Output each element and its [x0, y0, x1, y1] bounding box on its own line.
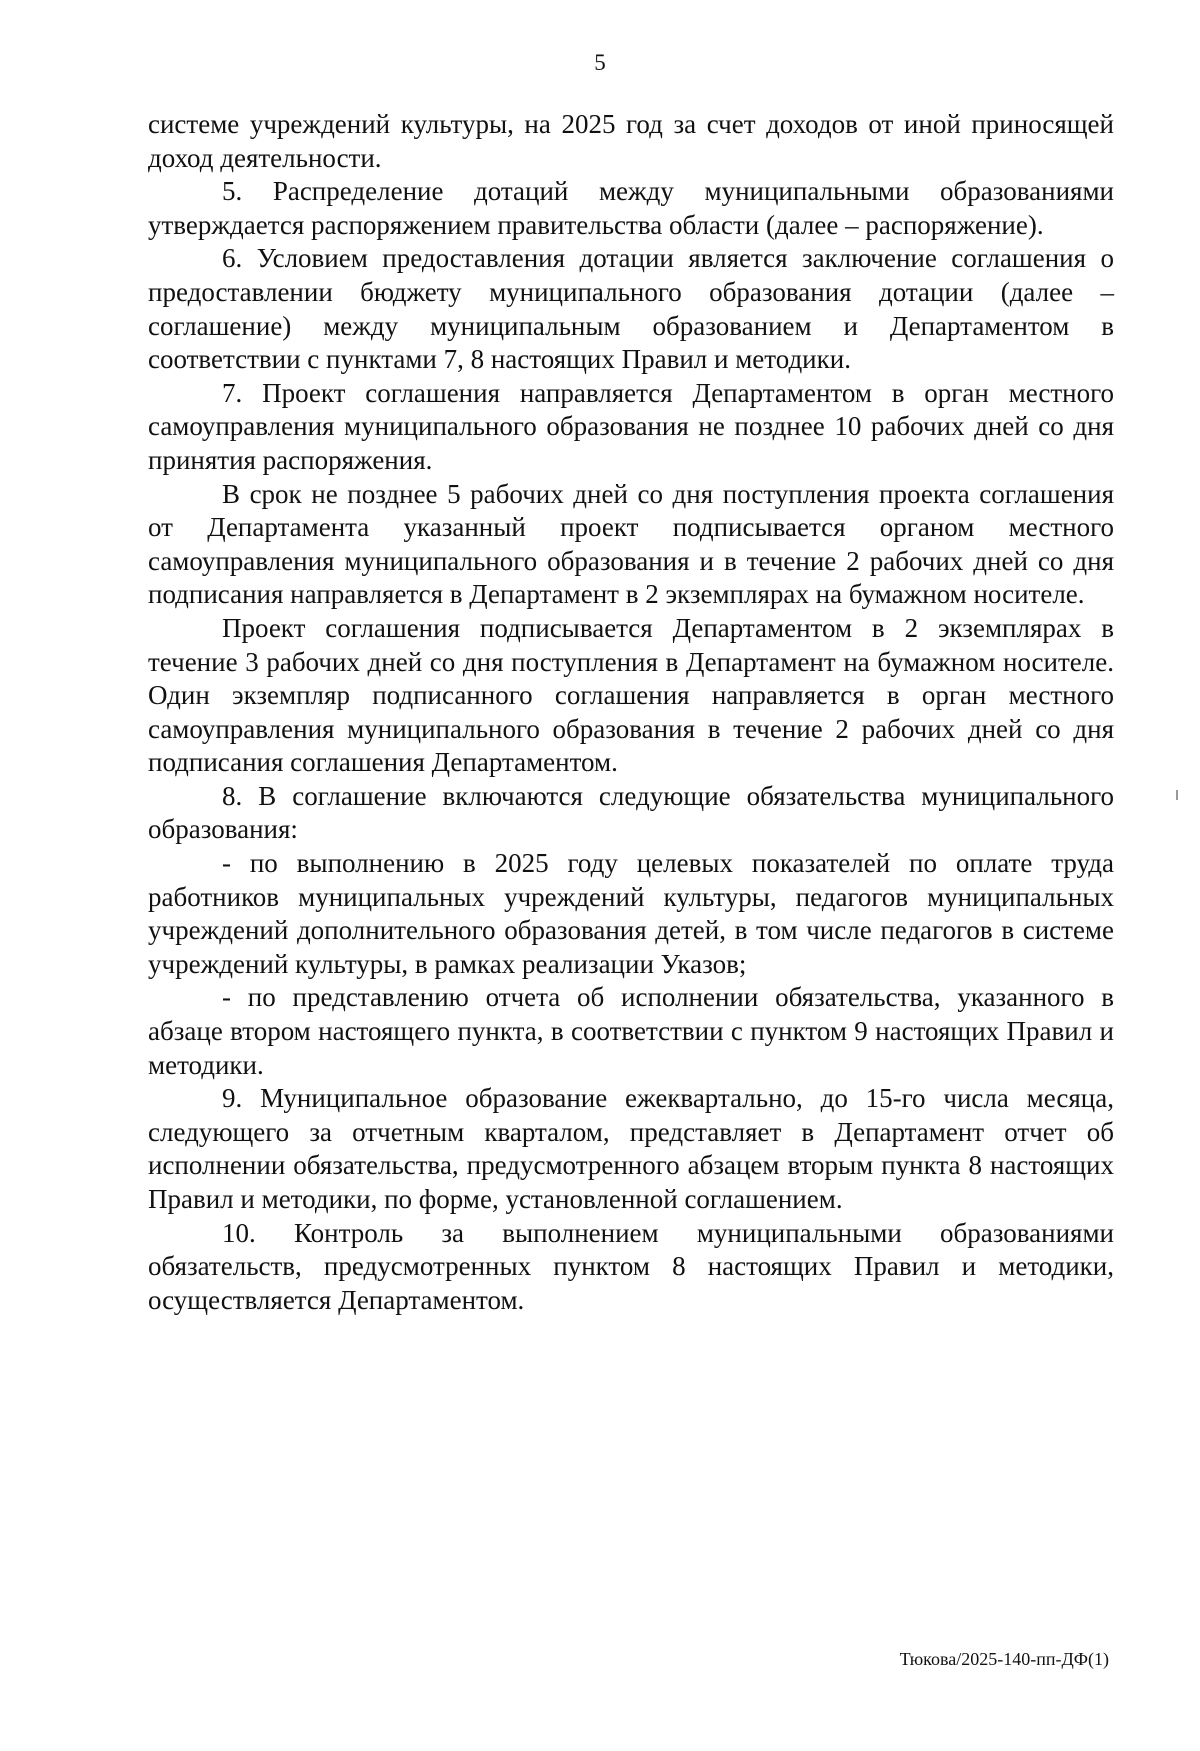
obligation-item-report: - по представлению отчета об исполнении обязательства, указанного в абзаце втором настоящего пункта, в соответствии с пунктом 9 настоящих Правил и методики.	[148, 982, 1114, 1080]
paragraph-item-7-signing-deadline: В срок не позднее 5 рабочих дней со дня поступления проекта соглашения от Департамента указанный проект подписывается органом местного самоуправления муниципального образования и в течение 2 рабочих дней со дня подписания направляется в Департамент в 2 экземплярах на бумажном носителе.	[148, 478, 1114, 610]
obligation-item-targets: - по выполнению в 2025 году целевых показателей по оплате труда работников муниципальных учреждений культуры, педагогов муниципальных учреждений дополнительного образования детей, в том числе педагогов в системе учреждений культуры, в рамках реализации Указов;	[148, 848, 1114, 979]
paragraph-item-10: 10. Контроль за выполнением муниципальными образованиями обязательств, предусмотренных пунктом 8 настоящих Правил и методики, осуществляется Департаментом.	[148, 1217, 1114, 1315]
paragraph-item-5: 5. Распределение дотаций между муниципальными образованиями утверждается распоряжением правительства области (далее – распоряжение).	[148, 176, 1114, 240]
paragraph-item-7: 7. Проект соглашения направляется Департаментом в орган местного самоуправления муниципального образования не позднее 10 рабочих дней со дня принятия распоряжения.	[148, 377, 1114, 475]
scan-artifact-mark	[1176, 790, 1178, 800]
paragraph-continuation: системе учреждений культуры, на 2025 год за счет доходов от иной приносящей доход деятельности.	[148, 109, 1114, 173]
paragraph-item-8: 8. В соглашение включаются следующие обязательства муниципального образования:	[148, 780, 1114, 845]
page-number: 5	[594, 50, 606, 75]
paragraph-item-7-department-signing: Проект соглашения подписывается Департаментом в 2 экземплярах в течение 3 рабочих дней со дня поступления в Департамент на бумажном носителе. Один экземпляр подписанного соглашения направляется в орган местного самоуправления муниципального образования в течение 2 рабочих дней со дня подписания соглашения Департаментом.	[148, 612, 1114, 778]
paragraph-item-9: 9. Муниципальное образование ежеквартально, до 15-го числа месяца, следующего за отчетным кварталом, представляет в Департамент отчет об исполнении обязательства, предусмотренного абзацем вторым пункта 8 настоящих Правил и методики, по форме, установленной соглашением.	[148, 1083, 1114, 1214]
paragraph-item-6: 6. Условием предоставления дотации является заключение соглашения о предоставлении бюджету муниципального образования дотации (далее – соглашение) между муниципальным образованием и Департаментом в соответствии с пунктами 7, 8 настоящих Правил и методики.	[148, 243, 1114, 375]
document-code: Тюкова/2025-140-пп-ДФ(1)	[899, 1649, 1109, 1669]
document-body	[148, 108, 1114, 1317]
